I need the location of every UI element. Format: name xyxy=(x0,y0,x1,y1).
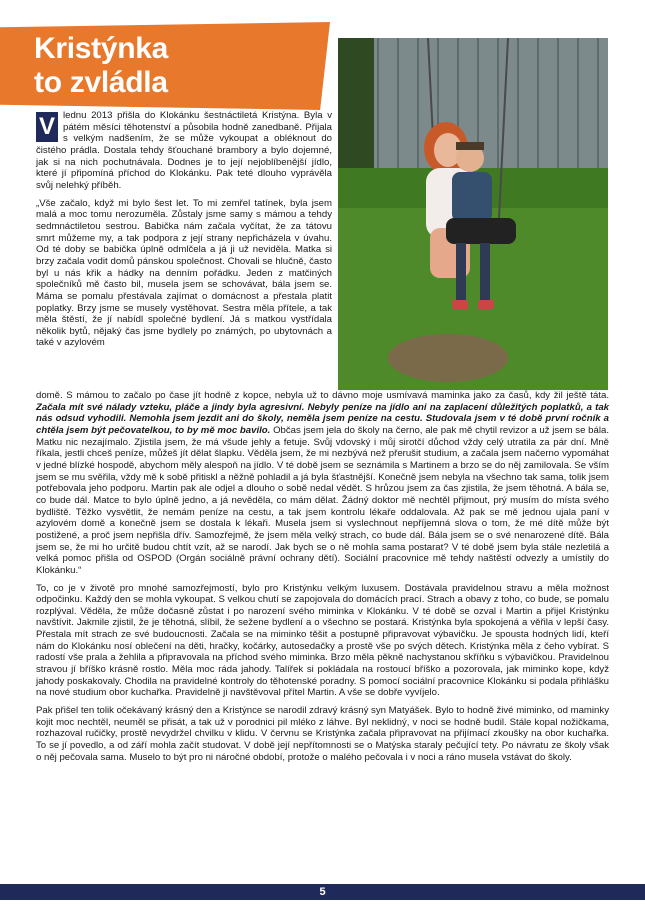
article-photo xyxy=(338,38,608,390)
page-number: 5 xyxy=(319,886,326,898)
story-paragraph-column: „Vše začalo, když mi bylo šest let. To mi zemřel tatínek, byla jsem malá a moc tomu nerozuměla. Zůstaly jsme samy s mámou a tehdy sedmnáctiletou sestrou. Babička nám začala vyčítat, že za tátovu smrt můžeme my, a tak podpora z její strany nepřicházela v úvahu. Od té doby se babička úplně odmlčela a já ji už neviděla. Matka si brzy začala vodit domů pánskou společnost. Chovali se hlučně, často byl u nás křik a hádky na denním pořádku. Jeden z matčiných společníků mě často bil, musela jsem se schovávat, bála jsem se. Máma se pomalu přestávala zajímat o domácnost a přestala platit poplatky. Brzy jsme se musely vystěhovat. Sestra měla přítele, a tak měla štěstí, že jí nabídl společné bydlení. Já s matkou vystřídala několik bytů, nějaký čas jsme bydlely po známých, po ubytovnách a také v azylovém xyxy=(36,197,332,349)
paragraph-birth: Pak přišel ten tolik očekávaný krásný den a Kristýnce se narodil zdravý krásný syn Matyášek. Bylo to hodně živé miminko, od maminky kojit moc nechtěl, neuměl se přisát, a tak už v porodnici pil mléko z láhve. Byl neklidný, v noci se hodně budil. Stále kopal nožičkama, rozhazoval ručičky, prostě nevydržel chvilku v klidu. V červnu se Kristýnka začala připravovat na přijímací zkoušky na obor kuchařka. To se jí povedlo, a od září mohla začít studovat. V době její nepřítomnosti se o Matýska staraly pečující tety. Po návratu ze školy však o něj pečovala sama. Muselo to být pro ni náročné období, protože o malého pečovala i v noci a ráno musela vstávat do školy. xyxy=(36,705,609,763)
intro-column xyxy=(36,110,332,355)
story-paragraph-full xyxy=(36,390,609,577)
article-title: Kristýnka to zvládla xyxy=(34,32,169,99)
photo-illustration xyxy=(338,38,608,390)
dropcap: V xyxy=(36,112,58,142)
story-text-b: Občas jsem jela do školy na černo, ale pak mě chytil revizor a už jsem se bála. Matku nic nezajímalo. Zjistila jsem, že má všude jehly a fetuje. Svůj vdovský i můj sirotčí důchod vždy celý utratila za pár dní. Mně říkala, jestli chceš peníze, můžeš jít dělat šlapku. Věděla jsem, že mi nezbývá než přerušit studium, a začala jsem načerno vypomáhat v jedné blízké hospodě, abychom měly alespoň na jídlo. V té době jsem se seznámila s Martinem a brzo se do něj zamilovala. Se vším jsem se mu svěřila, vždy mě k sobě přitiskl a něžně pohladil a já byla šťastnější. Konečně jsem nebyla na všechno tak sama, tolik jsem potřebovala jeho podporu. Martin pak ale odjel a dlouho o sobě nedal vědět. S hrůzou jsem za čas zjistila, že jsem těhotná. A bála se, co bude dál. Matce to bylo úplně jedno, a já nevěděla, co mám dělat. Žádný doktor mě nechtěl přijmout, prý musím do místa svého bydliště. Těžko vysvětlit, že nemám peníze na cestu, a tak jsem kontrolu lékaře oddalovala. Až pak se mě jednou ujala paní v azylovém domě a konečně jsem se dostala k lékaři. Musela jsem si vyslechnout nepříjemná slova o tom, že mé dítě může být postižené, a proč jsem nepřišla dřív. Samozřejmě, že jsem měla velký strach, co bude dál. Bála jsem se o své nenarozené dítě. Bála jsem se, že mi ho určitě budou chtít vzít, až se narodí. Jak bych se o ně mohla sama postarat? V té době jsem byla stále nezletilá a velká pomoc přišla od OSPOD (Orgán sociálně právní ochrany dětí). Sociální pracovnice mě tehdy naštěstí odvezly a umístily do Klokánku.“ xyxy=(36,424,609,576)
intro-paragraph xyxy=(36,110,332,192)
paragraph-luxury: To, co je v životě pro mnohé samozřejmostí, bylo pro Kristýnku velkým luxusem. Dostávala pravidelnou stravu a měla možnost odpočinku. Každý den se mohla vykoupat. S velkou chutí se zapojovala do domácích prací. Strach a obavy z toho, co bude, se pomalu rozplýval. Věděla, že může dočasně zůstat i po narození svého miminka v Klokánku. V té době se ozval i Martin a přijel Kristýnku navštívit. Jakmile zjistil, že je těhotná, slíbil, že sežene bydlení a o všechno se postará. Kristýnka byla spokojená a věřila v lepší časy. Přestala mít strach ze své budoucnosti. Začala se na miminko těšit a postupně připravovat výbavičku. Je spousta hodných lidí, kteří nám do Klokánku nosí oblečení na děti, hračky, kočárky, autosedačky a prostě vše po svých dětech. Kristýnka měla z čeho vybírat. S radostí vše prala a žehlila a připravovala na příchod svého miminka. Brzo měla pěkně nachystanou skříňku s výbavičkou. Pravidelnou stravou jí bříško krásně rostlo. Měla moc ráda jahody. Talířek si pokládala na rostoucí bříško a pozorovala, jak miminko kope, když jahody poskakovaly. Chodila na pravidelné kontroly do těhotenské poradny. S pomocí sociální pracovnice Klokánku si podala přihlášku na nové studium obor kuchařka. Pravidelně ji navštěvoval přítel Martin. A vše se dobře vyvíjelo. xyxy=(36,582,609,699)
story-highlight: Začala mít své nálady vzteku, pláče a jindy byla agresivní. Nebyly peníze na jídlo ani na zaplacení důležitých poplatků, a tak nás odsud vyhodili. Nemohla jsem jezdit ani do školy, neměla jsem peníze na cestu. Studovala jsem v té době první ročník a chtěla jsem být pečovatelkou, to by mě moc bavilo. xyxy=(36,401,609,436)
full-width-text xyxy=(36,390,609,769)
intro-text: lednu 2013 přišla do Klokánku šestnáctiletá Kristýna. Byla v pátém měsíci těhotenství a působila hodně zanedbaně. Přijala s velkým nadšením, že se může vykoupat a obléknout do čistého prádla. Dostala tehdy šťouchané brambory a bylo dojemné, jak si na nich pochutnávala. Dodnes je to její nejoblíbenější jídlo, které jí připomíná příchod do Klokánku. Pak teté dlouho vyprávěla svůj nelehký příběh. xyxy=(36,110,332,191)
story-text-a: domě. S mámou to začalo po čase jít hodně z kopce, nebyla už to dávno moje usmívavá maminka jako za časů, kdy žil ještě táta. xyxy=(36,390,609,401)
